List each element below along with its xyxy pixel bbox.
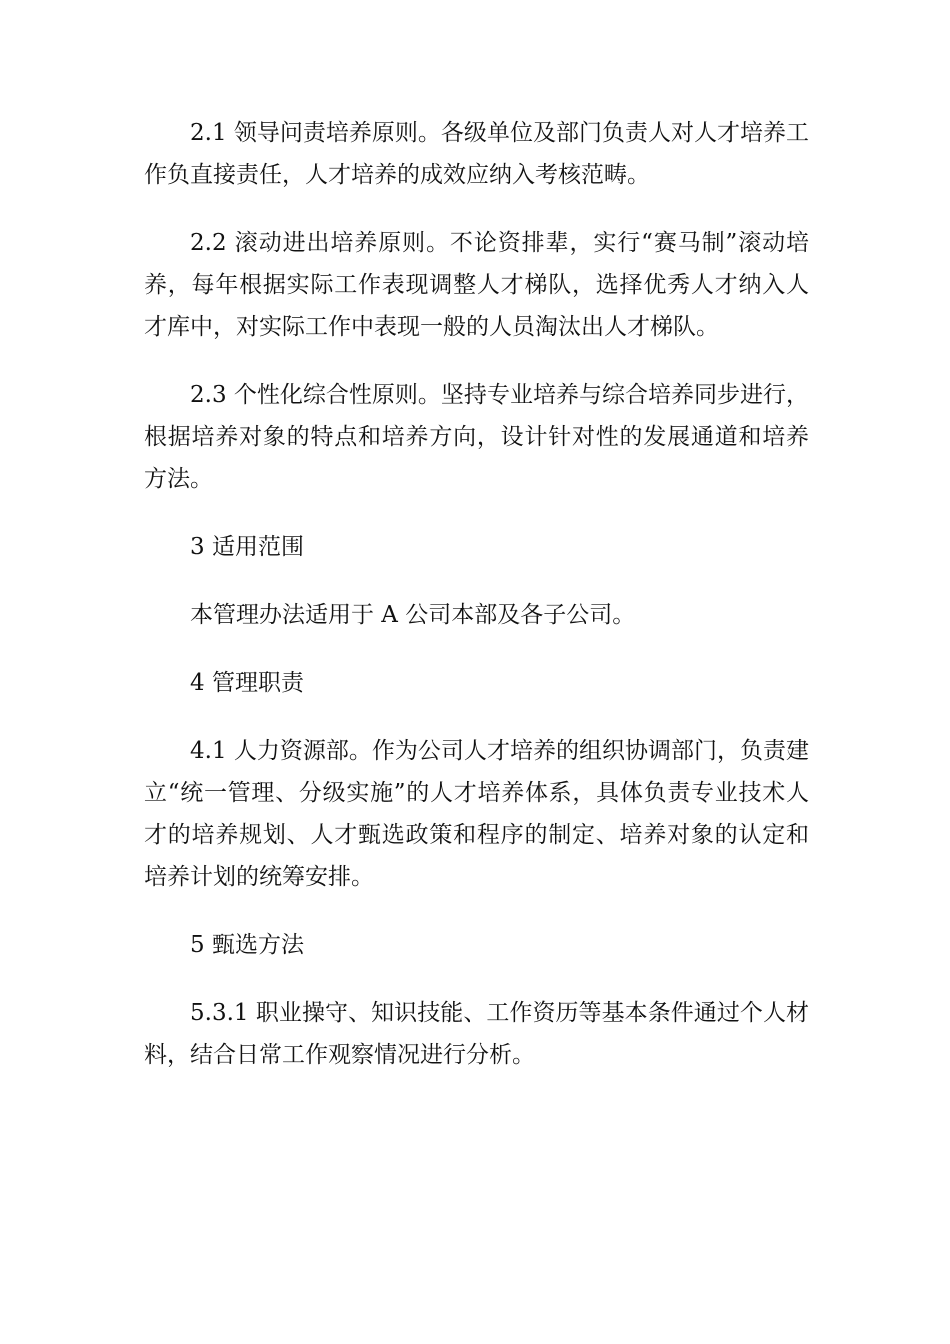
document-body <box>144 112 809 1076</box>
principle-2-1-paragraph: 2.1 领导问责培养原则。各级单位及部门负责人对人才培养工作负直接责任，人才培养的成效应纳入考核范畴。 <box>144 120 809 188</box>
scope-paragraph: 本管理办法适用于 A 公司本部及各子公司。 <box>190 602 636 628</box>
duty-4-1-paragraph: 4.1 人力资源部。作为公司人才培养的组织协调部门，负责建立“统一管理、分级实施”的人才培养体系，具体负责专业技术人才的培养规划、人才甄选政策和程序的制定、培养对象的认定和培养计划的统筹安排。 <box>144 738 809 890</box>
section-3-heading: 3 适用范围 <box>190 534 304 560</box>
section-4-heading: 4 管理职责 <box>190 670 304 696</box>
section-5-heading: 5 甄选方法 <box>190 932 304 958</box>
principle-2-3-paragraph: 2.3 个性化综合性原则。坚持专业培养与综合培养同步进行，根据培养对象的特点和培养方向，设计针对性的发展通道和培养方法。 <box>144 382 809 492</box>
method-5-3-1-paragraph: 5.3.1 职业操守、知识技能、工作资历等基本条件通过个人材料，结合日常工作观察情况进行分析。 <box>144 1000 809 1068</box>
principle-2-2-paragraph: 2.2 滚动进出培养原则。不论资排辈，实行“赛马制”滚动培养，每年根据实际工作表现调整人才梯队，选择优秀人才纳入人才库中，对实际工作中表现一般的人员淘汰出人才梯队。 <box>144 230 809 340</box>
